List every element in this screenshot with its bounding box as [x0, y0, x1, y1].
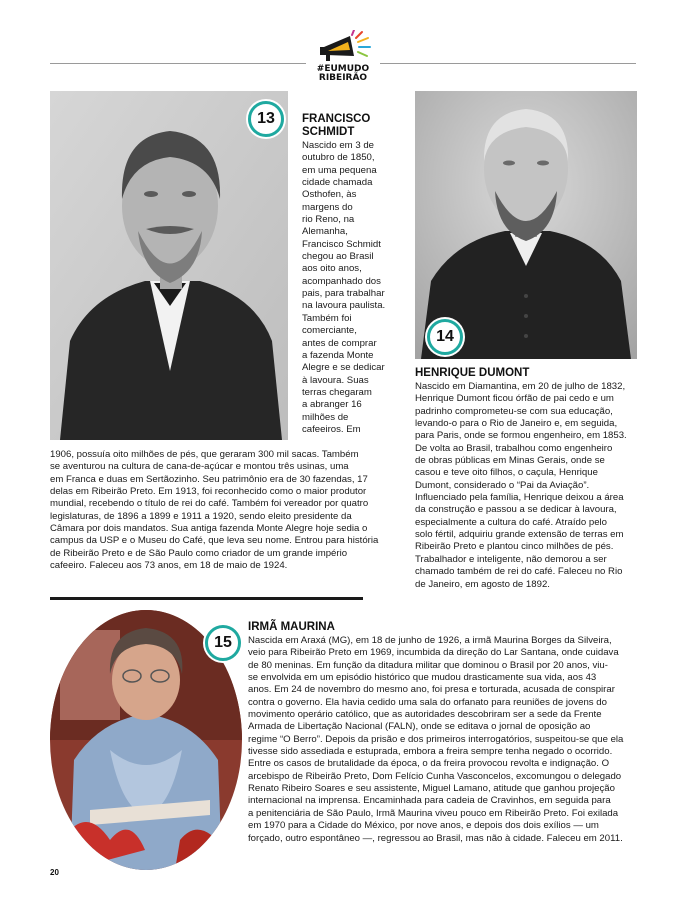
text-line: a penitenciária de São Paulo, Irmã Maurina viveu pouco em Ribeirão Preto. Foi exilada: [248, 807, 619, 819]
page-number: 20: [50, 868, 59, 877]
text-line: cafeeiros. Em: [302, 423, 361, 435]
text-line: Armada de Libertação Nacional (FALN), onde se editava o jornal de oposição ao: [248, 721, 591, 733]
text-line: Nascido em Diamantina, em 20 de julho de 1832,: [415, 381, 626, 392]
text-line: à lavoura. Suas: [302, 374, 369, 386]
francisco-text-full-width: [50, 449, 378, 572]
text-line: de 80 meninas. Em função da ditadura militar que dominou o Brasil por 20 anos, viu-: [248, 659, 608, 671]
francisco-text-column: [302, 140, 385, 436]
logo-text-line1: #EUMUDO: [316, 64, 370, 74]
text-line: se envolvida em um episódio histórico que mudou drasticamente sua vida, aos 43: [248, 672, 597, 684]
text-line: anos. Em 24 de novembro do mesmo ano, foi presa e torturada, acusada de conspirar: [248, 684, 615, 696]
text-line: internacional na imprensa. Encaminhada para cadeia de Cravinhos, em seguida para: [248, 795, 611, 807]
text-line: Alemanha,: [302, 226, 348, 238]
text-line: Influenciado pela família, Henrique deixou a área: [415, 492, 624, 504]
text-line: antes de comprar: [302, 337, 377, 349]
text-line: milhões de: [302, 411, 349, 423]
text-line: rio Reno, na: [302, 214, 355, 226]
irma-maurina-name: IRMÃ MAURINA: [248, 621, 335, 633]
text-line: Renato Ribeiro Soares e seu assistente, Miguel Lamano, atitude que ganhou projeção: [248, 783, 615, 795]
text-line: mundial, recebendo o título de rei do café. Também foi vereador por quatro: [50, 498, 369, 510]
francisco-name-line2: SCHMIDT: [302, 126, 355, 138]
text-line: campus da USP e o Museu do Café, que leva seu nome. Entrou para história: [50, 535, 379, 547]
text-line: Dumont, considerado o “Pai da Aviação”.: [415, 479, 590, 491]
text-line: casou e teve oito filhos, o caçula, Henrique: [415, 467, 598, 479]
megaphone-icon: [310, 30, 376, 66]
number-badge-13: 13: [248, 101, 284, 137]
text-line: Henrique Dumont ficou órfão de pai cedo e um: [415, 393, 614, 405]
henrique-dumont-name: HENRIQUE DUMONT: [415, 367, 530, 379]
text-line: em uma pequena: [302, 164, 377, 176]
text-line: veio para Ribeirão Preto em 1969, incumbida da direção do Lar Santana, onde cuidava: [248, 647, 619, 659]
text-line: especialmente a cultura do café. Atraído pelo: [415, 516, 607, 528]
text-line: Nascido em 3 de: [302, 140, 374, 151]
text-line: levando-o para o Rio de Janeiro e, em seguida,: [415, 418, 618, 430]
text-line: Também foi: [302, 312, 352, 324]
text-line: arcebispo de Ribeirão Preto, Dom Felício Cunha Vasconcelos, excomungou o delegado: [248, 770, 622, 782]
text-line: legislaturas, de 1896 a 1899 e 1911 a 1920, sendo eleito presidente da: [50, 510, 352, 522]
text-line: Osthofen, às: [302, 189, 357, 201]
header-rule-right: [380, 63, 636, 64]
text-line: tivesse sido assediada e estuprada, embora a freira sempre tenha negado o ocorrido.: [248, 746, 613, 758]
francisco-name-line1: FRANCISCO: [302, 113, 371, 125]
maurina-text-column: [248, 635, 623, 845]
eumudo-logo: [310, 30, 376, 84]
section-divider: [50, 597, 363, 600]
text-line: acompanhado dos: [302, 275, 381, 287]
text-line: Ribeirão Preto e plantou cinco milhões de pés.: [415, 541, 614, 553]
text-line: De volta ao Brasil, trabalhou como engenheiro: [415, 442, 613, 454]
text-line: forçado, outro espontâneo —, regressou ao Brasil, mas não à cidade. Faleceu em 2011.: [248, 832, 623, 844]
text-line: chamado também de rei do café. Faleceu no Rio: [415, 566, 623, 578]
text-line: padrinho comprometeu-se com sua educação,: [415, 405, 613, 417]
text-line: regime “O Berro”. Depois da prisão e dos primeiros interrogatórios, suspeitou-se que ela: [248, 733, 624, 745]
text-line: comerciante,: [302, 325, 357, 337]
text-line: de obras públicas em Minas Gerais, onde se: [415, 455, 605, 467]
text-line: delas em Ribeirão Preto. Em 1913, foi reconhecido como o maior produtor: [50, 486, 367, 498]
text-line: Nascida em Araxá (MG), em 18 de junho de 1926, a irmã Maurina Borges da Silveira,: [248, 635, 612, 646]
text-line: aos oito anos,: [302, 263, 362, 275]
text-line: para Paris, onde se formou engenheiro, em 1853.: [415, 430, 627, 442]
number-badge-15: 15: [205, 625, 241, 661]
text-line: movimento operário católico, que as autoridades descobriram ser a sede da Frente: [248, 709, 602, 721]
text-line: margens do: [302, 201, 353, 213]
text-line: 1906, possuía oito milhões de pés, que geraram 300 mil sacas. Também: [50, 449, 359, 460]
text-line: Câmara por dois mandatos. Sua antiga fazenda Monte Alegre hoje sedia o: [50, 523, 368, 535]
text-line: a abranger 16: [302, 399, 362, 411]
header-rule-left: [50, 63, 306, 64]
text-line: Entre os casos de brutalidade da época, o da freira provocou revolta e indignação. O: [248, 758, 610, 770]
text-line: cidade chamada: [302, 177, 373, 189]
text-line: em 1970 para a Cidade do México, por nove anos, e depois dos dois exílios — um: [248, 820, 599, 832]
text-line: contra o governo. Ela havia cedido uma sala do orfanato para reuniões de jovens do: [248, 696, 607, 708]
text-line: pais, para trabalhar: [302, 288, 385, 300]
text-line: cafeeiro. Faleceu aos 73 anos, em 18 de maio de 1924.: [50, 560, 288, 572]
henrique-text-column: [415, 381, 627, 591]
text-line: se aventurou na cultura de cana-de-açúcar e montou três usinas, uma: [50, 461, 349, 473]
text-line: Francisco Schmidt: [302, 238, 381, 250]
text-line: da construção e passou a se dedicar à lavoura,: [415, 504, 617, 516]
text-line: a fazenda Monte: [302, 349, 374, 361]
logo-text: [310, 65, 376, 83]
text-line: em Franca e duas em Sertãozinho. Seu patrimônio era de 30 fazendas, 17: [50, 473, 368, 485]
text-line: Trabalhador e inteligente, não demorou a ser: [415, 553, 607, 565]
text-line: outubro de 1850,: [302, 152, 375, 164]
text-line: solo fértil, adquiriu grande extensão de terras em: [415, 529, 624, 541]
logo-text-line2: RIBEIRÃO: [318, 73, 368, 83]
number-badge-14: 14: [427, 319, 463, 355]
francisco-schmidt-name: [302, 113, 370, 139]
text-line: Alegre e se dedicar: [302, 362, 385, 374]
text-line: na lavoura paulista.: [302, 300, 386, 312]
text-line: de Ribeirão Preto e de São Paulo como criador de um grande império: [50, 547, 348, 559]
text-line: chegou ao Brasil: [302, 251, 374, 263]
francisco-schmidt-photo: [50, 91, 288, 440]
text-line: de Janeiro, em agosto de 1892.: [415, 578, 550, 590]
text-line: terras chegaram: [302, 386, 372, 398]
